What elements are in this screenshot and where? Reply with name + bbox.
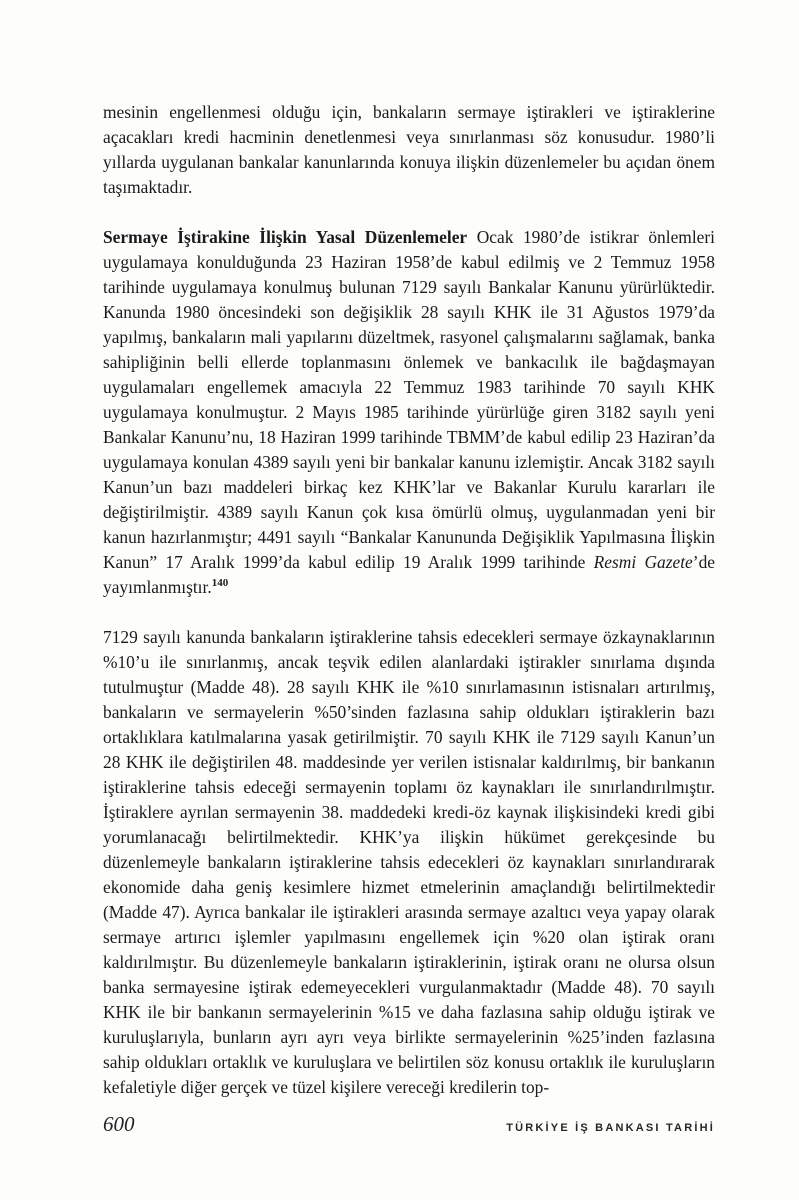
run-in-heading: Sermaye İştirakine İlişkin Yasal Düzenlemeler <box>103 227 468 247</box>
body-paragraph-2 <box>103 225 715 600</box>
publication-title-italic: Resmi Gazete <box>593 552 693 572</box>
page-footer <box>103 1112 715 1137</box>
paragraph-text-after-italic: ’de yayımlanmıştır. <box>103 552 715 597</box>
footnote-reference: 140 <box>211 577 229 590</box>
paragraph-text-before-italic: Ocak 1980’de istikrar önlemleri uygulamaya konulduğunda 23 Haziran 1958’de kabul edilmiş ve 2 Temmuz 1958 tarihinde uygulamaya konulmuş bulunan 7129 sayılı Bankalar Kanunu yürürlüktedir. Kanunda 1980 öncesindeki son değişiklik 28 sayılı KHK ile 31 Ağustos 1979’da yapılmış, bankaların mali yapılarını düzeltmek, rasyonel çalışmalarını sağlamak, banka sahipliğinin belli ellerde toplanmasını önlemek ve bankacılık ile bağdaşmayan uygulamaları engellemek amacıyla 22 Temmuz 1983 tarihinde 70 sayılı KHK uygulamaya konulmuştur. 2 Mayıs 1985 tarihinde yürürlüğe giren 3182 sayılı yeni Bankalar Kanunu’nu, 18 Haziran 1999 tarihinde TBMM’de kabul edilip 23 Haziran’da uygulamaya konulan 4389 sayılı yeni bir bankalar kanunu izlemiştir. Ancak 3182 sayılı Kanun’un bazı maddeleri birkaç kez KHK’lar ve Bakanlar Kurulu kararları ile değiştirilmiştir. 4389 sayılı Kanun çok kısa ömürlü olmuş, uygulanmadan yeni bir kanun hazırlanmıştır; 4491 sayılı “Bankalar Kanununda Değişiklik Yapılmasına İlişkin Kanun” 17 Aralık 1999’da kabul edilip 19 Aralık 1999 tarihinde <box>103 227 715 572</box>
running-title: TÜRKİYE İŞ BANKASI TARİHİ <box>506 1122 715 1134</box>
body-paragraph-1: mesinin engellenmesi olduğu için, bankaların sermaye iştirakleri ve iştiraklerine açacakları kredi hacminin denetlenmesi veya sınırlanması söz konusudur. 1980’li yıllarda uygulanan bankalar kanunlarında konuya ilişkin düzenlemeler bu açıdan önem taşımaktadır. <box>103 102 715 197</box>
body-paragraph-3: 7129 sayılı kanunda bankaların iştiraklerine tahsis edecekleri sermaye özkaynaklarının %10’u ile sınırlanmış, ancak teşvik edilen alanlardaki iştirakler sınırlama dışında tutulmuştur (Madde 48). 28 sayılı KHK ile %10 sınırlamasının istisnaları artırılmış, bankaların ve sermayelerin %50’sinden fazlasına sahip oldukları iştiraklerin bazı ortaklıklara katılmalarına yasak getirilmiştir. 70 sayılı KHK ile 7129 sayılı Kanun’un 28 KHK ile değiştirilen 48. maddesinde yer verilen istisnalar kaldırılmış, bir bankanın iştiraklerine tahsis edeceği sermayenin toplamı öz kaynakları ile sınırlandırılmıştır. İştiraklere ayrılan sermayenin 38. maddedeki kredi-öz kaynak ilişkisindeki kredi gibi yorumlanacağı belirtilmektedir. KHK’ya ilişkin hükümet gerekçesinde bu düzenlemeyle bankaların iştiraklerine tahsis edecekleri öz kaynakları sınırlandırarak ekonomide daha geniş kesimlere hizmet etmelerinin amaçlandığı belirtilmektedir (Madde 47). Ayrıca bankalar ile iştirakleri arasında sermaye azaltıcı veya yapay olarak sermaye artırıcı işlemler yapılmasını engellemek için %20 olan iştirak oranı kaldırılmıştır. Bu düzenlemeyle bankaların iştiraklerinin, iştirak oranı ne olursa olsun banka sermayesine iştirak edemeyecekleri vurgulanmaktadır (Madde 48). 70 sayılı KHK ile bir bankanın sermayelerinin %15 ve daha fazlasına sahip olduğu iştirak ve kuruluşlarıyla, bunların ayrı ayrı veya birlikte sermayelerinin %25’inden fazlasına sahip oldukları ortaklık ve kuruluşlara ve belirtilen söz konusu ortaklık ile kuruluşların kefaletiyle diğer gerçek ve tüzel kişilere vereceği kredilerin top- <box>103 627 715 1097</box>
page-body <box>103 100 715 1100</box>
page-number: 600 <box>103 1112 135 1136</box>
